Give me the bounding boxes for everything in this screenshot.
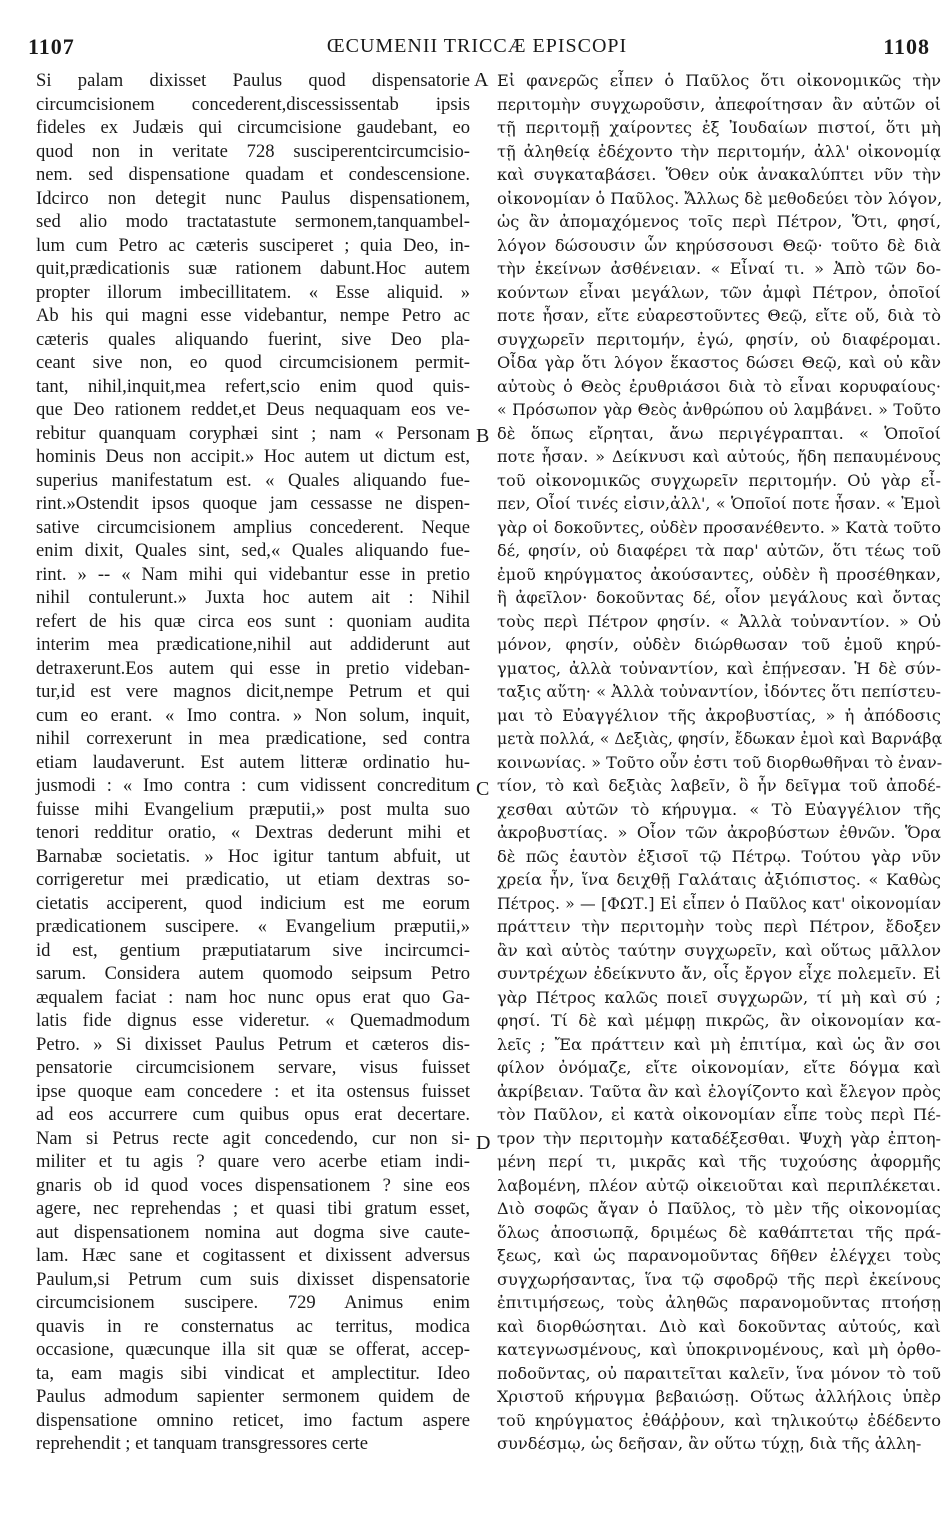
greek-text-line: γματος, ἀλλὰ τοὐναντίον, καὶ ἐπῄνεσαν. Ἡ δὲ σύν- — [497, 658, 941, 678]
greek-text-line: μόνον, φησίν, οὐδὲν διώρθωσαν τοῦ ἐμοῦ κηρύ- — [497, 635, 941, 654]
latin-text-line: hominis Deus non accipit.» Hoc autem ut dictum est, — [36, 446, 470, 467]
greek-text-line: μετὰ πολλά, « Δεξιὰς, φησίν, ἔδωκαν ἐμοὶ καὶ Βαρνάβᾳ — [497, 729, 943, 748]
latin-text-line: refert de his quæ circa eos sunt : quoniam audita — [36, 610, 470, 632]
greek-text-line: ἀκρίβειαν. Ταῦτα ἂν καὶ ἐλογίζοντο καὶ ἔλεγον πρὸς — [497, 1081, 941, 1101]
latin-text-line: Petro. » Si dixisset Paulus Petrum et cæteros dis- — [36, 1033, 470, 1055]
section-marker-d: D — [476, 1132, 491, 1154]
latin-text-line: tenori redditur oratio, « Dextras dederunt mihi et — [36, 822, 470, 843]
latin-text-line: interim mea prædicatione,nihil aut addiderunt aut — [36, 634, 470, 655]
latin-text-line: Barnabæ societatis. » Hoc igitur tantum abfuit, ut — [36, 845, 470, 867]
latin-text-line: reprehendit ; et tanquam transgressores certe — [36, 1433, 368, 1454]
latin-text-line: nihil contulerunt.» Juxta hoc autem ait : Nihil — [36, 587, 470, 608]
latin-text-line: ta, eam magis sibi vindicat et amplectitur. Ideo — [36, 1362, 470, 1384]
latin-text-line: cietatis acciperent, quod indicium est me eorum — [36, 892, 470, 914]
greek-text-line: ὡς ἂν ἀπομαχόμενος τοῖς περὶ Πέτρον, Ὅτι, φησί, — [497, 212, 941, 231]
latin-text-line: tur,id est vere magnos dicit,nempe Petrum et qui — [36, 681, 470, 702]
greek-text-line: « Πρόσωπον γὰρ Θεὸς ἀνθρώπου οὐ λαμβάνει. » Τοῦτο — [497, 400, 941, 419]
greek-text-line: τὸν Παῦλον, εἰ κατὰ οἰκονομίαν εἶπε τοὺς περὶ Πέ- — [497, 1105, 941, 1124]
latin-text-line: sed alio modo tractatastute sermonem,tanquambel- — [36, 211, 470, 232]
greek-text-line: δέ, φησίν, οὐ διαφέρει τὰ παρ' αὐτῶν, ὅτι τέως τοῦ — [497, 541, 941, 560]
latin-text-line: agere, nec reprehendas ; et quasi tibi gratum esset, — [36, 1198, 470, 1219]
greek-text-line: μένη περί τι, μικρᾶς καὶ τῆς τυχούσης ἀφορμῆς — [497, 1152, 941, 1171]
latin-text-line: ad eos accurrere cum quibus opus erat decertare. — [36, 1104, 470, 1125]
latin-text-line: aut dispensationem nomina aut dogma sive caute- — [36, 1221, 470, 1243]
latin-text-line: ipse quoque eam concedere : et ita ostensus fuisset — [36, 1080, 470, 1102]
greek-text-line: τῇ περιτομῇ χαίροντες ἐξ Ἰουδαίων πιστοί, ὅτι μὴ — [497, 118, 941, 137]
latin-text-line: sative circumcisionem amplius concederent. Neque — [36, 516, 470, 538]
latin-text-line: quavis in re consternatus ac territus, modica — [36, 1315, 470, 1337]
greek-text-line: Πέτρος. » — [ΦΩΤ.] Εἰ εἶπεν ὁ Παῦλος κατ' οἰκονομίαν — [497, 893, 941, 913]
greek-text-line: αὐτοὺς ὁ Θεὸς ἐρυθριάσοι διὰ τὸ εἶναι κορυφαίους· — [497, 376, 941, 396]
greek-text-line: φίλον ὀνόμαζε, εἴτε οἰκονομίαν, εἴτε δόγμα καὶ — [497, 1058, 941, 1077]
latin-text-line: nihil correxerunt in mea prædicatione, sed contra — [36, 728, 470, 749]
greek-text-line: γὰρ οἱ δοκοῦντες, οὐδὲν προσανέθεντο. » Κατὰ τοῦτο — [497, 517, 941, 537]
greek-text-line: δὲ ὅπως εἴρηται, ἄνω περιγέγραπται. « Ὁποῖοί — [497, 423, 941, 443]
latin-text-line: circumcisionem suscipere. 729 Animus enim — [36, 1292, 470, 1313]
latin-text-line: corrigeretur mei prædicatio, ut etiam dextras so- — [36, 869, 470, 890]
section-marker-a: A — [474, 69, 489, 91]
latin-text-line: rint. » -- « Nam mihi qui videbantur esse in pretio — [36, 563, 470, 585]
running-title: ŒCUMENII TRICCÆ EPISCOPI — [326, 35, 628, 57]
latin-text-line: sarum. Considera autem quomodo seipsum Petro — [36, 963, 470, 984]
latin-text-line: prædicationem suscipere. « Evangelium præputii,» — [36, 916, 470, 937]
greek-text-line: ταξις αὕτη· « Ἀλλὰ τοὐναντίον, ἰδόντες ὅτι πεπίστευ- — [497, 682, 941, 701]
latin-text-line: cæteris quales aliquando fuerint, sive Deo pla- — [36, 328, 470, 350]
greek-text-line: ποτε ἦσαν, εἴτε εὐαρεστοῦντες Θεῷ, εἴτε οὔ, διὰ τὸ — [497, 306, 941, 325]
greek-text-line: μαι τὸ Εὐαγγέλιον τῆς ἀκροβυστίας, » ἡ ἀπόδοσις — [497, 705, 941, 725]
latin-text-line: jusmodi : « Imo contra : cum vidissent concreditum — [36, 775, 470, 796]
greek-text-line: λεῖς ; Ἔα πράττειν καὶ μὴ ἐπιτίμα, καὶ ὡς ἂν σοι — [497, 1034, 941, 1054]
latin-text-line: gnaris ob id quod voces dispensationem ? sine eos — [36, 1174, 470, 1196]
greek-text-line: ὅλως ἀποσιωπᾷ, δριμέως δὲ καθάπτεται τῆς πρά- — [497, 1222, 941, 1242]
greek-text-line: ποτε ἦσαν. » Δείκνυσι καὶ αὐτούς, ἤδη πεπαυμένους — [497, 447, 941, 466]
greek-text-line: Διὸ σοφῶς ἄγαν ὁ Παῦλος, τὸ μὲν τῆς οἰκονομίας — [497, 1199, 941, 1218]
greek-text-line: συντρέχων ἐδείκνυτο ἄν, οἷς ἔργον εἶχε πολεμεῖν. Εἰ — [497, 964, 941, 983]
latin-text-line: Paulus admodum sapienter sermonem quidem de — [36, 1386, 470, 1407]
greek-text-line: φησί. Τί δὲ καὶ μέμφῃ πικρῶς, ἂν οἰκονομίαν κα- — [497, 1011, 941, 1030]
latin-text-line: cum eo erant. « Imo contra. » Non solum, inquit, — [36, 704, 470, 726]
greek-text-line: ἢ ἀφεῖλον· δοκοῦντας δέ, οἷον μεγάλους καὶ ὄντας — [497, 588, 941, 607]
greek-text-line: λόγον δώσουσιν ὧν κηρύσσουσι Θεῷ· τοῦτο δὲ διὰ — [497, 235, 941, 255]
latin-text-line: æqualem faciat : nam hoc nunc opus erat quo Ga- — [36, 986, 470, 1008]
latin-text-line: Nam si Petrus recte agit concedendo, cur non si- — [36, 1127, 470, 1149]
latin-text-line: pensatorie circumcisionem servare, visus fuisset — [36, 1057, 470, 1078]
greek-text-line: συνδέσμῳ, ὡς δεῆσαν, ἂν οὕτω τύχῃ, διὰ τῆς ἀλλη- — [497, 1434, 922, 1453]
greek-text-line: χεσθαι αὐτῶν τὸ κήρυγμα. « Τὸ Εὐαγγέλιον τῆς — [497, 799, 941, 819]
latin-text-line: quod non in veritate 728 susciperentcircumcisio- — [36, 140, 470, 162]
section-marker-c: C — [476, 778, 490, 800]
latin-text-line: Ab his qui magni esse videbantur, nempe Petro ac — [36, 305, 470, 326]
latin-text-line: tant, nihil,inquit,mea refert,scio enim quod quis- — [36, 375, 470, 397]
greek-text-line: καὶ συγκαταβάσει. Ὅθεν οὐκ ἀνακαλύπτει νῦν τὴν — [497, 165, 941, 184]
greek-text-line: τὴν ἐκείνων ἀσθένειαν. « Εἶναί τι. » Ἀπὸ τῶν δο- — [497, 259, 941, 278]
greek-text-line: πράττειν τὴν περιτομὴν τοὺς περὶ Πέτρον, ἔδοξεν — [497, 917, 941, 936]
greek-text-line: ξεως, καὶ ὡς παρανομοῦντας δῆθεν ἐλέγχει τοὺς — [497, 1246, 941, 1265]
latin-text-line: etiam laudaverunt. Est autem litteræ ordinatio hu- — [36, 751, 470, 773]
latin-text-line: que Deo rationem reddet,et Deus nequaquam eos ve- — [36, 399, 470, 420]
greek-text-line: τρον τὴν περιτομὴν καταδέξεσθαι. Ψυχὴ γὰρ ἐπτοη- — [497, 1128, 941, 1148]
greek-text-line: κοινωνίας. » Τοῦτο οὖν ἐστι τοῦ διορθωθῆναι τὸ ἐναν- — [497, 752, 943, 772]
latin-text-line: rint.»Ostendit ipsos quoque jam cessasse ne dispen- — [36, 493, 470, 514]
latin-text-line: dispensatione omnino reticet, imo factum asperе — [36, 1409, 470, 1431]
greek-text-line: πεν, Οἷοί τινές εἰσιν,ἀλλ', « Ὁποῖοί ποτε ἦσαν. « Ἐμοὶ — [497, 494, 941, 513]
latin-text-line: propter illorum imbecillitatem. « Esse aliquid. » — [36, 281, 470, 303]
greek-text-line: ἐπιτιμήσεως, τοὺς ἀληθῶς παρανομοῦντας πτοήσῃ — [497, 1293, 941, 1312]
latin-text-line: Paulum,si Petrum cum suis dixisset dispensatorie — [36, 1268, 470, 1290]
greek-text-line: λαβομένη, πλέον αὐτῷ οἰκειοῦται καὶ περιπλέκεται. — [497, 1175, 941, 1195]
latin-text-line: circumcisionem concederent,discessissentab ipsis — [36, 93, 470, 115]
latin-text-line: latis fide dignus esse videretur. « Quemadmodum — [36, 1010, 470, 1031]
latin-text-line: fuisse mihi Evangelium præputii,» post multa suo — [36, 798, 470, 820]
latin-text-line: Si palam dixisset Paulus quod dispensatorie — [36, 70, 470, 91]
latin-text-line: lam. Hæc sane et cogitassent et dixissent adversus — [36, 1245, 470, 1266]
greek-text-line: Εἰ φανερῶς εἶπεν ὁ Παῦλος ὅτι οἰκονομικῶς τὴν — [497, 71, 941, 90]
greek-text-line: τοὺς περὶ Πέτρον φησίν. « Ἀλλὰ τοὐναντίον. » Οὐ — [497, 611, 941, 631]
running-header — [24, 34, 930, 58]
greek-text-line: ἀκροβυστίας. » Οἷον τῶν ἀκροβύστων ἐθνῶν. Ὅρα — [497, 823, 941, 842]
latin-text-line: ceant sive non, eo quod circumcisionem permit- — [36, 352, 470, 373]
latin-text-line: enim dixit, Quales sint, sed,« Quales aliquando fue- — [36, 540, 470, 561]
greek-text-line: δὲ πῶς ἑαυτὸν ἐξισοῖ τῷ Πέτρῳ. Τούτου γὰρ νῦν — [497, 846, 941, 866]
greek-text-line: τοῦ οἰκονομικῶς συγχωρεῖν περιτομήν. Οὐ γὰρ εἶ- — [497, 470, 941, 490]
latin-text-line: nem. sed dispensatione quadam et condescensione. — [36, 164, 470, 185]
latin-text-line: id est, gentium præputiatarum sive incircumci- — [36, 939, 470, 961]
greek-text-line: οἰκονομίαν ὁ Παῦλος. Ἄλλως δὲ μεθοδεύει τὸν λόγον, — [497, 188, 943, 208]
latin-text-line: occasione, quæcunque illa sit quæ se offerat, accep- — [36, 1339, 470, 1360]
latin-column — [36, 69, 470, 1456]
page-number-left: 1107 — [28, 34, 75, 59]
greek-text-line: ἐμοῦ κηρύγματος ἀκούσαντες, οὐδὲν ἢ προσέθηκαν, — [497, 564, 941, 584]
greek-text-line: Οἶδα γὰρ ὅτι λόγον ἕκαστος δώσει Θεῷ, καὶ οὐ κἂν — [497, 353, 941, 372]
latin-text-line: Idcirco non detegit nunc Paulus dispensationem, — [36, 187, 470, 209]
latin-text-line: militer et tu agis ? quare vero acerbe etiam indi- — [36, 1151, 470, 1172]
latin-text-line: rebitur quanquam coryphæi sint ; nam « Personam — [36, 422, 470, 444]
greek-text-line: Χριστοῦ κήρυγμα βεβαιώσῃ. Οὕτως ἀλλήλοις ὑπὲρ — [497, 1387, 941, 1406]
greek-text-line: χρεία ἦν, ἵνα δειχθῇ Γαλάταις ἀξιόπιστος. « Καθὼς — [497, 870, 941, 889]
greek-text-line: κατεγνωσμένους, καὶ ὑποκρινομένους, καὶ μὴ ὀρθο- — [497, 1340, 941, 1359]
greek-text-line: κούντων εἶναι μεγάλων, τῶν ἀμφὶ Πέτρον, ὁποῖοί — [497, 282, 941, 302]
greek-text-line: συγχωρήσαντας, ἵνα τῷ σφοδρῷ τῆς περὶ ἐκείνους — [497, 1269, 941, 1289]
latin-text-line: quit,prædicationis suæ rationem dabunt.Hoc autem — [36, 258, 470, 279]
greek-text-line: καὶ διορθώσηται. Διὸ καὶ δοκοῦντας αὐτούς, καὶ — [497, 1316, 941, 1336]
latin-text-line: detraxerunt.Eos autem qui esse in pretio videban- — [36, 657, 470, 679]
greek-text-line: ποδοῦντας, οὐ παραιτεῖται καλεῖν, ἵνα μόνον τὸ τοῦ — [497, 1363, 941, 1383]
section-marker-b: B — [476, 425, 490, 447]
greek-text-line: τοῦ κηρύγματος ἐθάῤῥουν, καὶ τηλικούτῳ ἐδέδεντο — [497, 1410, 941, 1430]
latin-text-line: lum cum Petro ac cæteris susciperet ; quia Deo, in- — [36, 234, 470, 256]
page-number-right: 1108 — [883, 34, 930, 59]
latin-text-line: fideles ex Judæis qui circumcisione gaudebant, eo — [36, 117, 470, 138]
greek-text-line: ἂν καὶ αὐτὸς ταύτην συγχωρεῖν, καὶ οὕτως μᾶλλον — [497, 940, 941, 960]
greek-text-line: γὰρ Πέτρος καλῶς ποιεῖ συγχωρῶν, τί μὴ καὶ σύ ; — [497, 987, 941, 1007]
greek-text-line: συγχωρεῖν περιτομήν, ἐγώ, φησίν, οὐ διαφέρομαι. — [497, 329, 941, 349]
greek-column — [497, 69, 941, 1456]
greek-text-line: τῇ ἀληθείᾳ ἐδέχοντο τὴν περιτομήν, ἀλλ' οἰκονομίᾳ — [497, 141, 941, 161]
latin-text-line: superius manifestatum est. « Quales aliquando fue- — [36, 469, 470, 491]
greek-text-line: περιτομὴν συγχωροῦσιν, ἀπεφοίτησαν ἂν αὐτῶν οἱ — [497, 94, 941, 114]
greek-text-line: τίον, τὸ καὶ δεξιὰς λαβεῖν, ὃ ἦν δεῖγμα τοῦ ἀποδέ- — [497, 776, 941, 795]
